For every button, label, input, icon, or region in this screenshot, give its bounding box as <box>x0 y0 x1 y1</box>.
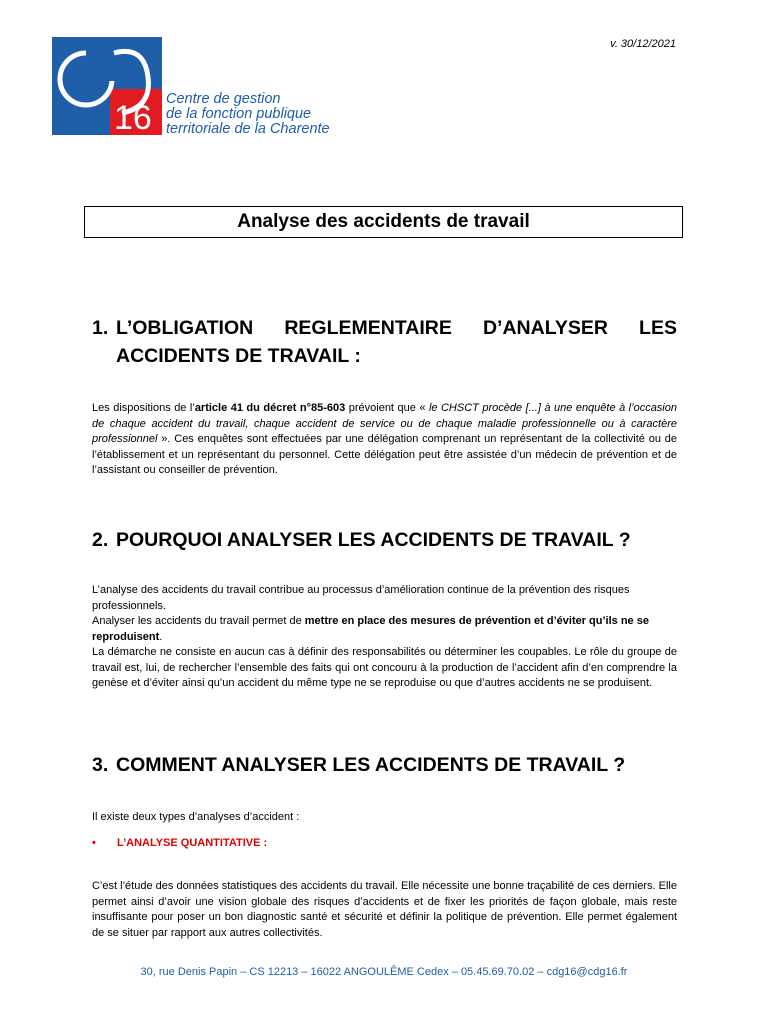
section-3-intro: Il existe deux types d’analyses d’accident : <box>92 811 300 823</box>
cdg16-logo <box>52 37 162 135</box>
section-2-paragraph: L’analyse des accidents du travail contribue au processus d’amélioration continue de la prévention des risques professionnels. Analyser les accidents du travail permet de mettre en place des mesures de prévention et d’éviter qu’ils ne se reproduisent. La démarche ne consiste en aucun cas à définir des responsabilités ou déterminer les coupables. Le rôle du groupe de travail est, lui, de rechercher l’ensemble des faits qui ont concouru à la production de l’accident afin d’en comprendre la genèse et d’éviter ainsi qu’un accident du même type ne se reproduise ou que d’autres accidents ne se produisent. <box>92 584 677 689</box>
organization-name: Centre de gestion de la fonction publique territoriale de la Charente <box>166 91 330 137</box>
svg-text:16: 16 <box>114 99 152 135</box>
section-3-paragraph: C’est l’étude des données statistiques des accidents du travail. Elle nécessite une bonne traçabilité de ces derniers. Elle permet ainsi d’avoir une vision globale des risques d’accidents et de fixer les priorités de façon globale, mais reste insuffisante pour poser un bon diagnostic santé et sécurité et définir la politique de prévention. Elle permet également de se situer par rapport aux autres collectivités. <box>92 880 677 939</box>
section-2-heading: 2. POURQUOI ANALYSER LES ACCIDENTS DE TRAVAIL ? <box>92 529 631 551</box>
section-1-paragraph: Les dispositions de l’article 41 du décret n°85-603 prévoient que « le CHSCT procède [...] à une enquête à l’occasion de chaque accident du travail, chaque accident de service ou de chaque maladie professionnelle ou à caractère professionnel ». Ces enquêtes sont effectuées par une délégation comprenant un représentant de la collectivité ou de l’établissement et un représentant du personnel. Cette délégation peut être assistée d’un médecin de prévention et de l’assistant ou conseiller de prévention. <box>92 402 677 476</box>
document-title: Analyse des accidents de travail <box>84 206 683 238</box>
footer-contact: 30, rue Denis Papin – CS 12213 – 16022 ANGOULÊME Cedex – 05.45.69.70.02 – cdg16@cdg16.fr <box>140 966 628 978</box>
bullet-icon: • <box>92 837 96 849</box>
section-3-heading: 3. COMMENT ANALYSER LES ACCIDENTS DE TRAVAIL ? <box>92 754 626 776</box>
section-1-heading: 1. L’OBLIGATION REGLEMENTAIRE D’ANALYSER LES ACCIDENTS DE TRAVAIL : <box>92 317 677 367</box>
version-date: v. 30/12/2021 <box>610 38 676 50</box>
